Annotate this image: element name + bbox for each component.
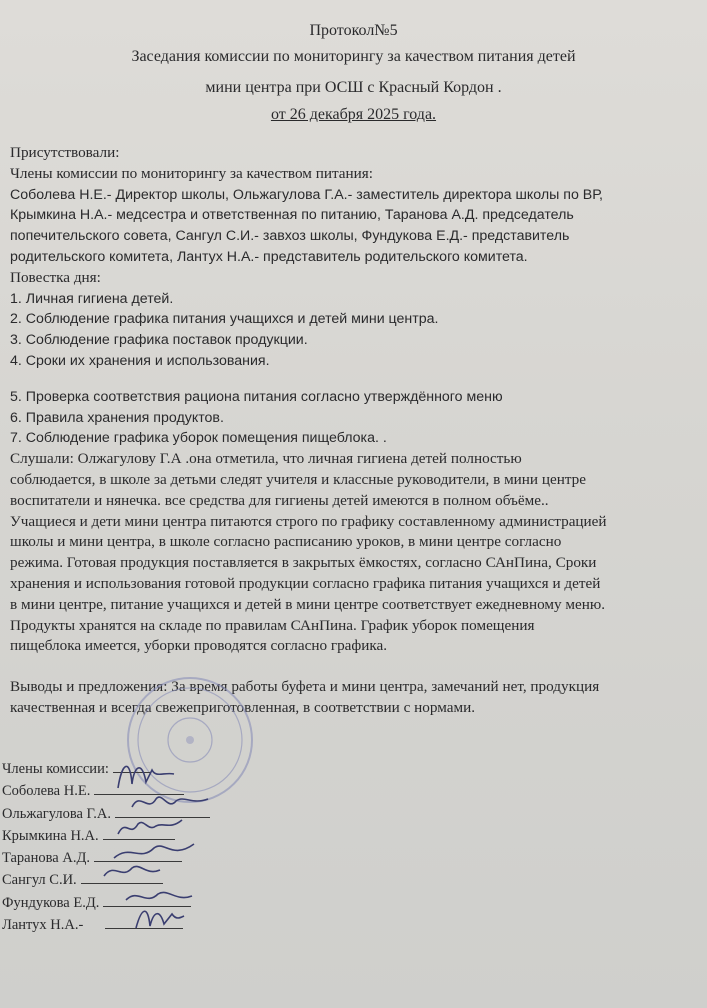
signature-sangul bbox=[98, 858, 168, 884]
heard-line: Продукты хранятся на складе по правилам САнПина. График уборок помещения bbox=[10, 616, 535, 634]
protocol-subtitle-line2: мини центра при ОСШ с Красный Кордон . bbox=[205, 79, 502, 96]
conclusions-line: качественная и всегда свежеприготовленная, в соответствии с нормами. bbox=[10, 698, 476, 716]
heard-line: Слушали: Олжагулову Г.А .она отметила, что личная гигиена детей полностью bbox=[10, 450, 522, 468]
member-row: Соболева Н.Е. bbox=[2, 780, 210, 802]
attendees-line: попечительского совета, Сангул С.И.- завхоз школы, Фундукова Е.Д.- представитель bbox=[10, 228, 570, 245]
heard-line: пищеблока имеется, уборки проводятся согласно графика. bbox=[10, 637, 388, 655]
agenda-heading: Повестка дня: bbox=[10, 268, 101, 286]
agenda-item: 7. Соблюдение графика уборок помещения пищеблока. . bbox=[10, 430, 387, 447]
member-row: Сангул С.И. bbox=[2, 869, 210, 891]
heard-line: Учащиеся и дети мини центра питаются строго по графику составленному администрацией bbox=[10, 512, 607, 530]
protocol-date: от 26 декабря 2025 года. bbox=[270, 106, 437, 123]
agenda-item: 6. Правила хранения продуктов. bbox=[10, 409, 224, 426]
member-row: Ольжагулова Г.А. bbox=[2, 803, 210, 825]
heard-line: хранения и использования готовой продукции согласно графика питания учащихся и детей bbox=[10, 574, 601, 592]
agenda-item: 5. Проверка соответствия рациона питания согласно утверждённого меню bbox=[10, 388, 503, 405]
heard-line: в мини центре, питание учащихся и детей в мини центре соответствует ежедневному меню. bbox=[10, 595, 606, 613]
protocol-subtitle-line1: Заседания комиссии по мониторингу за качеством питания детей bbox=[131, 48, 576, 65]
signature-lantukh bbox=[128, 900, 188, 934]
members-heading: Члены комиссии: bbox=[2, 758, 210, 780]
heard-line: воспитатели и нянечка. все средства для гигиены детей имеются в полном объёме.. bbox=[10, 491, 549, 509]
attendees-line: родительского комитета, Лантух Н.А.- представитель родительского комитета. bbox=[10, 248, 528, 265]
member-row: Таранова А.Д. bbox=[2, 847, 210, 869]
conclusions-line: Выводы и предложения: За время работы буфета и мини центра, замечаний нет, продукция bbox=[10, 678, 600, 696]
attendees-line: Соболева Н.Е.- Директор школы, Ольжагулова Г.А.- заместитель директора школы по ВР, bbox=[10, 186, 603, 203]
member-row: Фундукова Е.Д. bbox=[2, 892, 210, 914]
agenda-item: 4. Сроки их хранения и использования. bbox=[10, 352, 270, 369]
member-row: Лантух Н.А.- bbox=[2, 914, 210, 936]
protocol-title: Протокол№5 bbox=[309, 22, 398, 39]
heard-line: соблюдается, в школе за детьми следят учителя и классные руководители, в мини центре bbox=[10, 470, 587, 488]
attendees-line: Крымкина Н.А.- медсестра и ответственная по питанию, Таранова А.Д. председатель bbox=[10, 207, 574, 224]
member-row: Крымкина Н.А. bbox=[2, 825, 210, 847]
heard-line: режима. Готовая продукция поставляется в закрытых ёмкостях, согласно САнПина, Сроки bbox=[10, 554, 597, 572]
heard-line: школы и мини центра, в школе согласно расписанию уроков, в мини центре согласно bbox=[10, 533, 562, 551]
attendees-subheading: Члены комиссии по мониторингу за качеством питания: bbox=[10, 164, 373, 182]
agenda-item: 1. Личная гигиена детей. bbox=[10, 290, 174, 307]
agenda-item: 3. Соблюдение графика поставок продукции. bbox=[10, 332, 308, 349]
attendees-heading: Присутствовали: bbox=[10, 144, 120, 161]
protocol-body bbox=[10, 143, 700, 719]
agenda-item: 2. Соблюдение графика питания учащихся и детей мини центра. bbox=[10, 311, 439, 328]
